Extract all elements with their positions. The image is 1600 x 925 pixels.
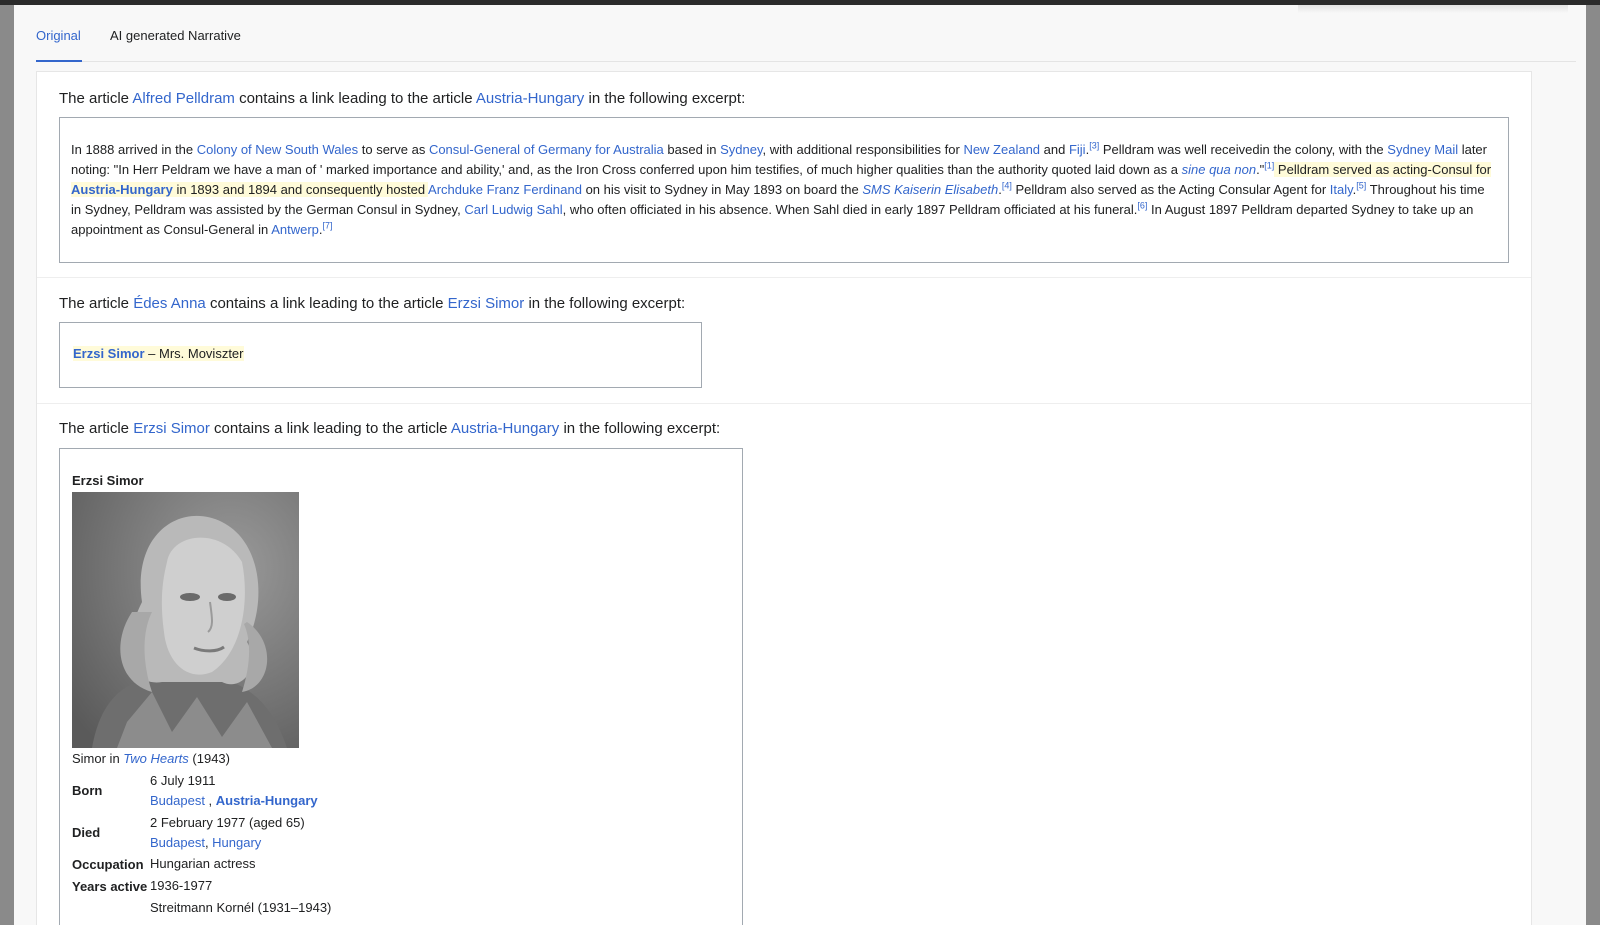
image-caption: Simor in Two Hearts (1943) bbox=[72, 751, 230, 766]
modal-panel bbox=[14, 5, 1586, 925]
link-consul-general[interactable]: Consul-General of Germany for Australia bbox=[428, 142, 664, 157]
result-alfred-pelldram bbox=[37, 72, 1531, 278]
ref-3[interactable]: [3] bbox=[1089, 140, 1100, 151]
ref-4[interactable]: [4] bbox=[1001, 180, 1012, 191]
link-austria-hungary-highlight[interactable]: Austria-Hungary bbox=[71, 182, 173, 197]
died-place: Budapest, Hungary bbox=[150, 835, 262, 850]
link-antwerp[interactable]: Antwerp bbox=[271, 222, 319, 237]
link-hungary[interactable]: Hungary bbox=[212, 835, 262, 850]
target-article-link[interactable]: Austria-Hungary bbox=[475, 90, 585, 107]
occupation-label: Occupation bbox=[72, 857, 144, 872]
link-sine-qua-non[interactable]: sine qua non bbox=[1181, 162, 1257, 177]
result-erzsi-simor bbox=[37, 404, 1531, 925]
infobox bbox=[59, 448, 743, 925]
source-article-link[interactable]: Édes Anna bbox=[133, 295, 206, 312]
ref-5[interactable]: [5] bbox=[1356, 180, 1367, 191]
result-edes-anna bbox=[37, 278, 1531, 404]
link-budapest-died[interactable]: Budapest bbox=[150, 835, 205, 850]
ref-1[interactable]: [1] bbox=[1264, 160, 1275, 171]
link-two-hearts[interactable]: Two Hearts bbox=[123, 751, 189, 766]
target-article-link[interactable]: Erzsi Simor bbox=[447, 295, 525, 312]
link-sydney[interactable]: Sydney bbox=[720, 142, 763, 157]
tab-bar bbox=[36, 27, 1576, 62]
tab-ai-generated-narrative[interactable]: AI generated Narrative bbox=[110, 28, 241, 43]
link-italy[interactable]: Italy bbox=[1329, 182, 1353, 197]
highlighted-sentence: Pelldram served as acting-Consul for Austria-Hungary in 1893 and 1894 and consequently hosted bbox=[71, 162, 1492, 197]
link-colony-nsw[interactable]: Colony of New South Wales bbox=[196, 142, 359, 157]
ref-6[interactable]: [6] bbox=[1137, 200, 1148, 211]
occupation-value: Hungarian actress bbox=[150, 856, 256, 871]
panel-shadow bbox=[1298, 5, 1568, 13]
target-article-link[interactable]: Austria-Hungary bbox=[450, 420, 560, 437]
died-label: Died bbox=[72, 825, 101, 840]
link-archduke[interactable]: Archduke Franz Ferdinand bbox=[428, 182, 582, 197]
born-date: 6 July 1911 bbox=[150, 773, 216, 788]
link-sydney-mail[interactable]: Sydney Mail bbox=[1387, 142, 1459, 157]
link-new-zealand[interactable]: New Zealand bbox=[963, 142, 1041, 157]
link-sms-kaiserin[interactable]: SMS Kaiserin Elisabeth bbox=[862, 182, 999, 197]
died-date: 2 February 1977 (aged 65) bbox=[150, 815, 305, 830]
link-austria-hungary-born[interactable]: Austria-Hungary bbox=[215, 793, 318, 808]
born-place: Budapest , Austria-Hungary bbox=[150, 793, 318, 808]
link-erzsi-simor[interactable]: Erzsi Simor bbox=[73, 346, 145, 361]
excerpt-box bbox=[59, 322, 702, 388]
source-article-link[interactable]: Alfred Pelldram bbox=[132, 90, 235, 107]
section-heading: The article Alfred Pelldram contains a link leading to the article Austria-Hungary in the following excerpt: bbox=[59, 90, 746, 107]
died-value bbox=[150, 813, 305, 853]
born-value bbox=[150, 771, 318, 811]
results-list bbox=[36, 71, 1532, 925]
ref-7[interactable]: [7] bbox=[322, 220, 333, 231]
excerpt-box: In 1888 arrived in the Colony of New South Wales to serve as Consul-General of Germany for Australia based in Sydney, with additional responsibilities for New Zealand and Fiji.[3] Pelldram was well receivedin the colony, with the Sydney Mail later noting: "In Herr Peldram we have a man of ' marked importance and ability,' and, as the Iron Cross conferred upon him testifies, of much higher qualities than the authority quoted laid down as a sine qua non."[1] Pelldram served as acting-Consul for Austria-Hungary in 1893 and 1894 and consequently hosted Archduke Franz Ferdinand on his visit to Sydney in May 1893 on board the SMS Kaiserin Elisabeth.[4] Pelldram also served as the Acting Consular Agent for Italy.[5] Throughout his time in Sydney, Pelldram was assisted by the German Consul in Sydney, Carl Ludwig Sahl, who often officiated in his absence. When Sahl died in early 1897 Pelldram officiated at his funeral.[6] In August 1897 Pelldram departed Sydney to take up an appointment as Consul-General in Antwerp.[7] bbox=[59, 117, 1509, 263]
section-heading: The article Erzsi Simor contains a link leading to the article Austria-Hungary in the following excerpt: bbox=[59, 420, 721, 437]
link-budapest[interactable]: Budapest bbox=[150, 793, 205, 808]
highlighted-line: Erzsi Simor – Mrs. Moviszter bbox=[73, 346, 244, 361]
portrait-illustration bbox=[72, 492, 299, 748]
spouse-value: Streitmann Kornél (1931–1943) bbox=[150, 900, 332, 915]
infobox-title: Erzsi Simor bbox=[72, 473, 144, 488]
years-active-label: Years active bbox=[72, 879, 148, 894]
link-fiji[interactable]: Fiji bbox=[1068, 142, 1086, 157]
tab-original[interactable]: Original bbox=[36, 27, 82, 62]
born-label: Born bbox=[72, 783, 103, 798]
years-active-value: 1936-1977 bbox=[150, 878, 213, 893]
source-article-link[interactable]: Erzsi Simor bbox=[133, 420, 210, 437]
portrait-image[interactable] bbox=[72, 492, 299, 748]
section-heading: The article Édes Anna contains a link leading to the article Erzsi Simor in the following excerpt: bbox=[59, 295, 686, 312]
link-carl-ludwig-sahl[interactable]: Carl Ludwig Sahl bbox=[464, 202, 563, 217]
